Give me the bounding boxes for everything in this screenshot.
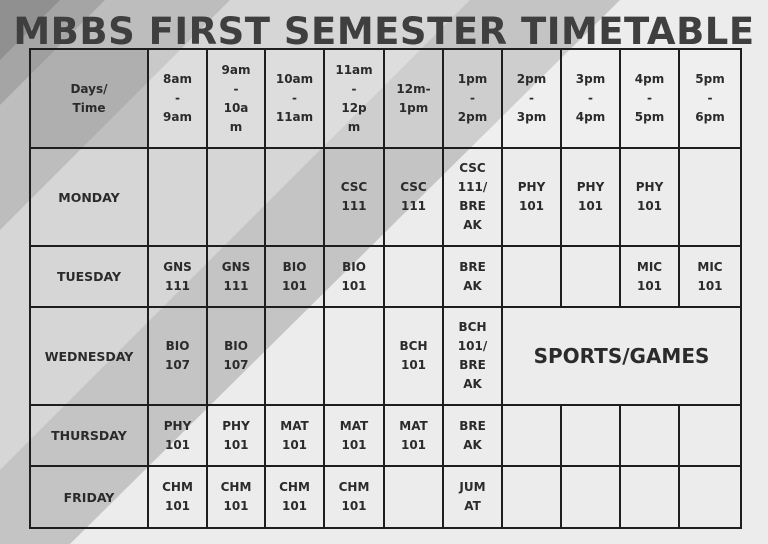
timetable-cell [561, 466, 620, 528]
timetable-cell [265, 148, 324, 246]
timetable-cell [148, 307, 207, 405]
day-label-text: TUESDAY [56, 269, 122, 284]
timetable-cell-text: CHM 101 [220, 480, 252, 513]
timetable-cell-text: PHY 101 [576, 180, 605, 213]
timetable-cell [207, 405, 265, 466]
timetable-cell [324, 246, 384, 307]
timetable-cell-text: BRE AK [459, 418, 486, 452]
timetable-cell-text: BIO 107 [223, 339, 249, 372]
day-label [30, 148, 148, 246]
timetable-cell-text: PHY 101 [635, 180, 664, 213]
timetable-cell [679, 148, 741, 246]
timetable-cell-text: BCH 101/ BRE AK [457, 320, 488, 391]
timetable-cell [679, 246, 741, 307]
timetable-cell [502, 405, 561, 466]
timetable-cell [502, 466, 561, 528]
timetable-cell-text: MIC 101 [697, 259, 723, 293]
timetable-cell-text: PHY 101 [517, 180, 546, 213]
timetable-cell [324, 405, 384, 466]
time-slot-header [561, 49, 620, 148]
timetable-cell [502, 246, 561, 307]
timetable-cell-text: MAT 101 [280, 418, 309, 452]
day-row-friday [30, 466, 741, 528]
timetable-cell [324, 148, 384, 246]
timetable-cell [443, 466, 502, 528]
timetable-cell [620, 466, 679, 528]
timetable-cell [148, 405, 207, 466]
timetable-cell-text: MIC 101 [636, 259, 663, 293]
timetable-cell [265, 405, 324, 466]
time-slot-header [620, 49, 679, 148]
time-slot-header-text: 1pm - 2pm [457, 72, 488, 124]
timetable-cell [620, 148, 679, 246]
header-row [30, 49, 741, 148]
timetable-cell-text: MAT 101 [399, 418, 428, 452]
timetable-cell [207, 307, 265, 405]
day-label-text: MONDAY [58, 189, 120, 205]
time-slot-header [384, 49, 443, 148]
timetable-cell-text: BCH 101 [399, 339, 428, 372]
timetable-cell [324, 466, 384, 528]
timetable-cell-text: JUM AT [459, 480, 486, 513]
timetable-cell-text: CHM 101 [279, 480, 310, 513]
time-slot-header-text: 11am - 12p m [335, 62, 373, 134]
timetable-cell [265, 246, 324, 307]
time-slot-header [207, 49, 265, 148]
timetable-cell [679, 466, 741, 528]
timetable-cell-text: BRE AK [459, 259, 486, 293]
timetable-cell-text: CHM 101 [162, 480, 193, 513]
timetable-cell [207, 246, 265, 307]
time-slot-header-text: 9am - 10a m [221, 62, 251, 134]
timetable-cell [207, 148, 265, 246]
timetable-cell-text: BIO 107 [164, 339, 191, 372]
day-label [30, 307, 148, 405]
timetable-cell [561, 246, 620, 307]
timetable-cell [207, 466, 265, 528]
day-row-tuesday [30, 246, 741, 307]
day-row-monday [30, 148, 741, 246]
sports-games-cell [502, 307, 741, 405]
time-slot-header [265, 49, 324, 148]
timetable-cell-text: BIO 101 [341, 259, 367, 293]
timetable-cell [265, 466, 324, 528]
timetable-cell [443, 148, 502, 246]
time-slot-header-text: 10am - 11am [275, 72, 314, 124]
time-slot-header-text: 3pm - 4pm [575, 72, 606, 124]
timetable-cell [679, 405, 741, 466]
timetable-cell [561, 148, 620, 246]
time-slot-header-text: 4pm - 5pm [634, 72, 665, 124]
timetable-cell-text: PHY 101 [222, 418, 250, 452]
timetable-cell-text: MAT 101 [339, 418, 369, 452]
timetable-cell-text: GNS 111 [163, 259, 192, 293]
timetable-cell [384, 466, 443, 528]
timetable-cell-text: PHY 101 [163, 418, 192, 452]
timetable-cell-text: BIO 101 [281, 259, 308, 293]
day-label [30, 466, 148, 528]
corner-header [30, 49, 148, 148]
timetable-cell [265, 307, 324, 405]
timetable-cell [443, 246, 502, 307]
page-title: MBBS FIRST SEMESTER TIMETABLE [13, 10, 755, 53]
day-row-thursday [30, 405, 741, 466]
timetable-cell [384, 405, 443, 466]
timetable-cell [443, 307, 502, 405]
timetable-cell [148, 148, 207, 246]
timetable-cell [384, 307, 443, 405]
timetable-cell [620, 246, 679, 307]
timetable-cell-text: CSC 111 [400, 180, 427, 213]
timetable-cell [384, 148, 443, 246]
corner-header-text: Days/ Time [70, 81, 108, 115]
time-slot-header-text: 12m- 1pm [396, 81, 431, 115]
timetable-cell-text: GNS 111 [221, 259, 251, 293]
timetable-cell [384, 246, 443, 307]
day-label-text: THURSDAY [51, 428, 127, 443]
timetable-cell-text: CHM 101 [338, 480, 370, 513]
day-label [30, 405, 148, 466]
timetable-cell [148, 246, 207, 307]
time-slot-header-text: 2pm - 3pm [516, 72, 547, 124]
day-label-text: FRIDAY [63, 489, 115, 505]
timetable-cell [502, 148, 561, 246]
timetable-cell [561, 405, 620, 466]
time-slot-header [679, 49, 741, 148]
timetable-cell-text: CSC 111/ BRE AK [457, 161, 488, 232]
sports-games-cell-text: SPORTS/GAMES [533, 343, 710, 368]
day-row-wednesday [30, 307, 741, 405]
time-slot-header [148, 49, 207, 148]
time-slot-header-text: 5pm - 6pm [695, 72, 725, 124]
timetable [29, 48, 742, 529]
time-slot-header [443, 49, 502, 148]
timetable-cell [324, 307, 384, 405]
timetable-cell [620, 405, 679, 466]
day-label [30, 246, 148, 307]
time-slot-header-text: 8am - 9am [163, 72, 192, 124]
day-label-text: WEDNESDAY [44, 348, 134, 364]
time-slot-header [324, 49, 384, 148]
timetable-cell [148, 466, 207, 528]
timetable-cell [443, 405, 502, 466]
time-slot-header [502, 49, 561, 148]
timetable-cell-text: CSC 111 [340, 180, 368, 213]
